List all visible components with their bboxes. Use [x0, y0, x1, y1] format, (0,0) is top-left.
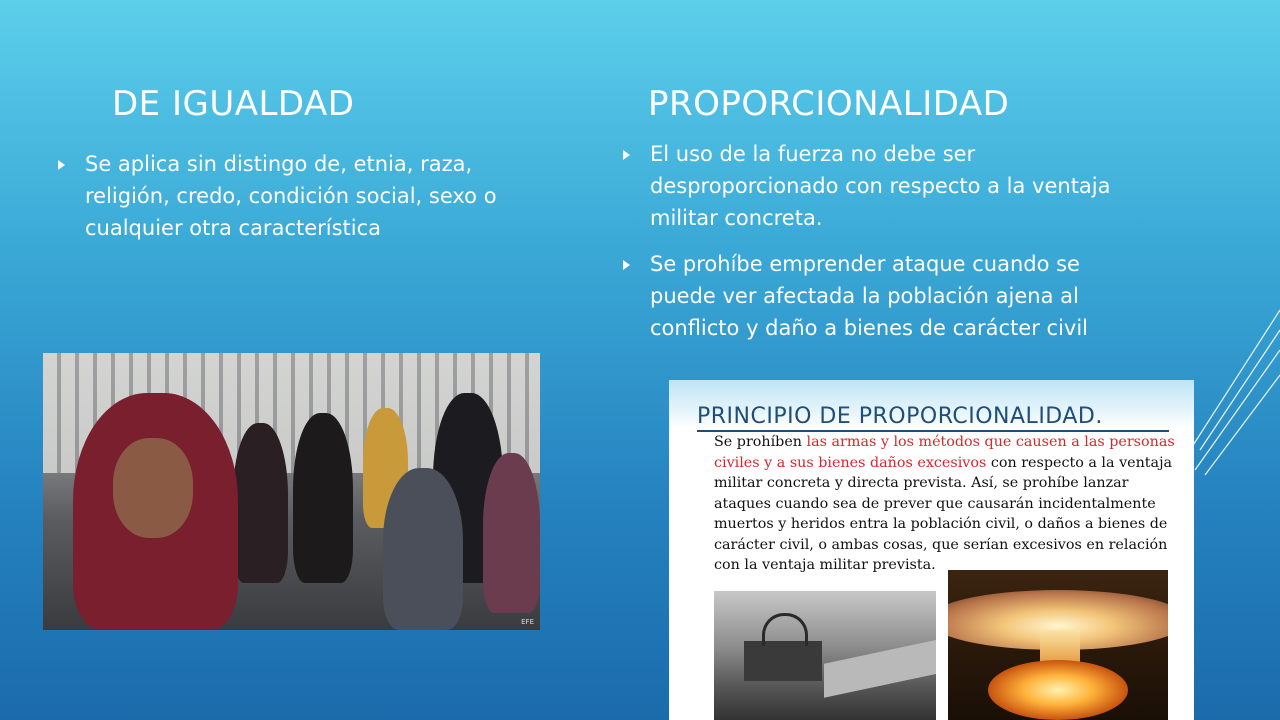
photo-face — [113, 438, 193, 538]
proporcionalidad-bullet-list — [623, 138, 1123, 358]
photo-figure — [233, 423, 288, 583]
triangle-bullet-icon — [58, 160, 65, 170]
proporcionalidad-image — [669, 380, 1194, 720]
photo-figure — [483, 453, 540, 613]
ruins-dome — [762, 613, 808, 646]
decorative-lines — [1180, 300, 1280, 480]
ruins-river — [824, 638, 936, 698]
bullet-item — [623, 138, 1120, 234]
igualdad-bullet-list — [58, 148, 518, 258]
bullet-text: El uso de la fuerza no debe ser desproporcionado con respecto a la ventaja militar concreta. — [650, 142, 1111, 230]
image-text-suffix: con respecto a la ventaja militar concreta y directa prevista. Así, se prohíbe lanzar ataques cuando sea de prever que causarán incidentalmente muertos y heridos entra la población civil, o daños a bienes de carácter civil, o ambas cosas, que serían excesivos en relación con la ventaja militar prevista. — [714, 454, 1173, 573]
image-text-highlight: las armas y los métodos que causen a las personas civiles y a sus bienes daños excesivos — [714, 434, 1175, 471]
photo-child — [383, 468, 463, 630]
bullet-item — [623, 248, 1120, 344]
photo-credit: EFE — [521, 618, 534, 626]
heading-proporcionalidad: PROPORCIONALIDAD — [648, 84, 1010, 124]
photo-figure — [293, 413, 353, 583]
image-title: PRINCIPIO DE PROPORCIONALIDAD. — [697, 404, 1103, 429]
bullet-text: Se aplica sin distingo de, etnia, raza, religión, credo, condición social, sexo o cualquier otra característica — [85, 152, 497, 240]
image-text-prefix: Se prohíben — [714, 434, 807, 450]
photo-mushroom-cloud — [948, 570, 1168, 720]
triangle-bullet-icon — [623, 150, 630, 160]
image-body-text — [714, 432, 1184, 576]
bullet-text: Se prohíbe emprender ataque cuando se puede ver afectada la población ajena al conflicto y daño a bienes de carácter civil — [650, 252, 1089, 340]
photo-hiroshima-ruins — [714, 591, 936, 720]
deco-line — [1195, 350, 1280, 470]
deco-line — [1190, 310, 1280, 450]
ruins-building — [744, 641, 822, 681]
triangle-bullet-icon — [623, 260, 630, 270]
bullet-item — [58, 148, 518, 244]
photo-refugees — [43, 353, 540, 630]
heading-igualdad: DE IGUALDAD — [112, 84, 355, 124]
explosion-fire — [988, 660, 1128, 720]
